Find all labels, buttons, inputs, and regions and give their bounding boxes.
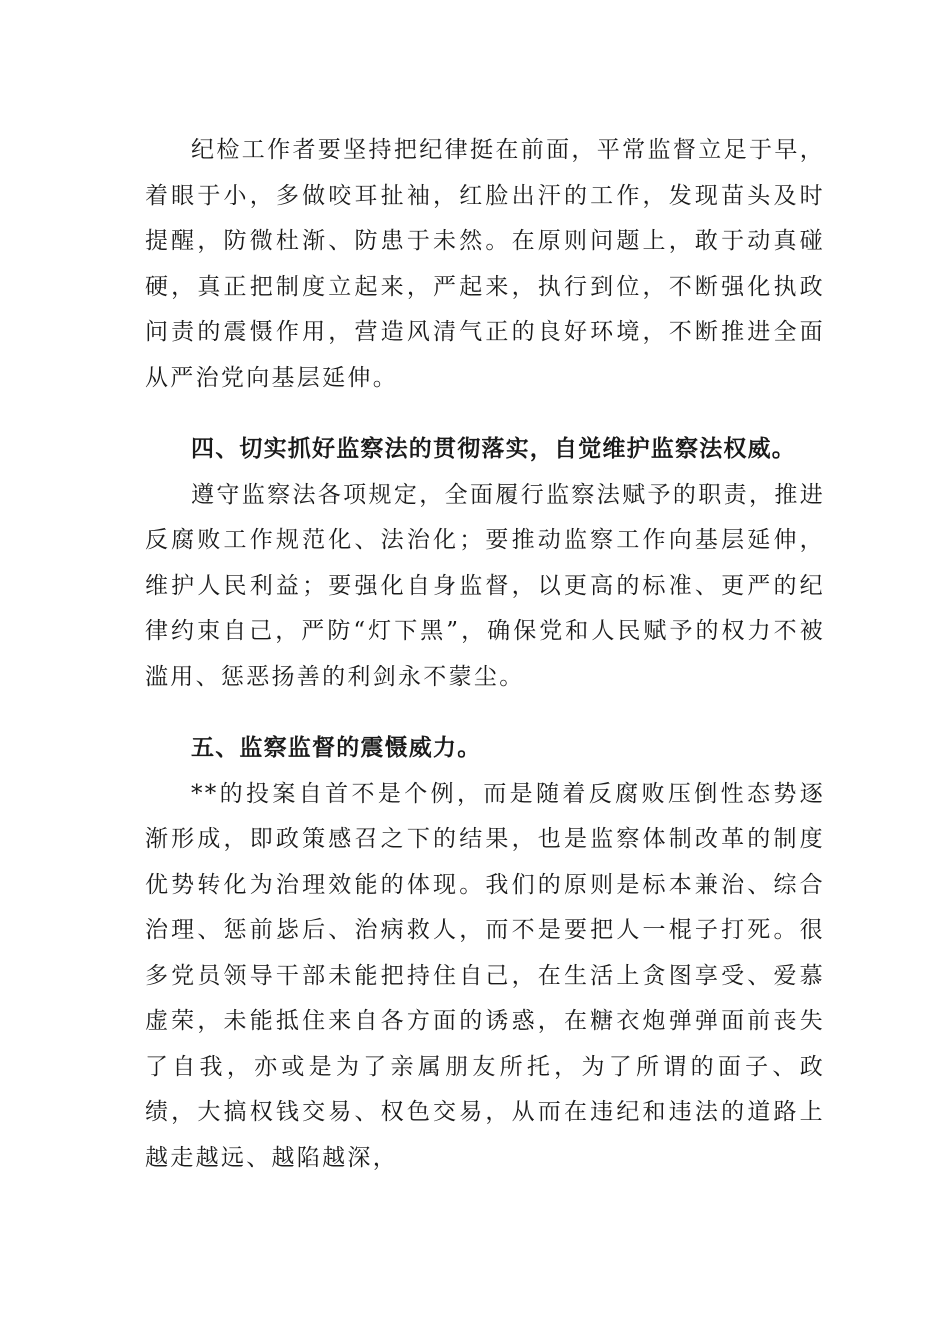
document-page [145,128,825,1181]
body-paragraph: 遵守监察法各项规定，全面履行监察法赋予的职责，推进反腐败工作规范化、法治化；要推动监察工作向基层延伸，维护人民利益；要强化自身监督，以更高的标准、更严的纪律约束自己，严防“灯下黑”，确保党和人民赋予的权力不被滥用、惩恶扬善的利剑永不蒙尘。 [145,481,825,690]
body-paragraph: 纪检工作者要坚持把纪律挺在前面，平常监督立足于早，着眼于小，多做咬耳扯袖，红脸出汗的工作，发现苗头及时提醒，防微杜渐、防患于未然。在原则问题上，敢于动真碰硬，真正把制度立起来，严起来，执行到位，不断强化执政问责的震慑作用，营造风清气正的良好环境，不断推进全面从严治党向基层延伸。 [145,137,825,391]
section-heading-5: 五、监察监督的震慑威力。 [191,735,482,761]
section-heading-4: 四、切实抓好监察法的贯彻落实，自觉维护监察法权威。 [191,436,796,462]
body-paragraph: **的投案自首不是个例，而是随着反腐败压倒性态势逐渐形成，即政策感召之下的结果，也是监察体制改革的制度优势转化为治理效能的体现。我们的原则是标本兼治、综合治理、惩前毖后、治病救人，而不是要把人一棍子打死。很多党员领导干部未能把持住自己，在生活上贪图享受、爱慕虚荣，未能抵住来自各方面的诱惑，在糖衣炮弹弹面前丧失了自我，亦或是为了亲属朋友所托，为了所谓的面子、政绩，大搞权钱交易、权色交易，从而在违纪和违法的道路上越走越远、越陷越深， [145,780,825,1171]
